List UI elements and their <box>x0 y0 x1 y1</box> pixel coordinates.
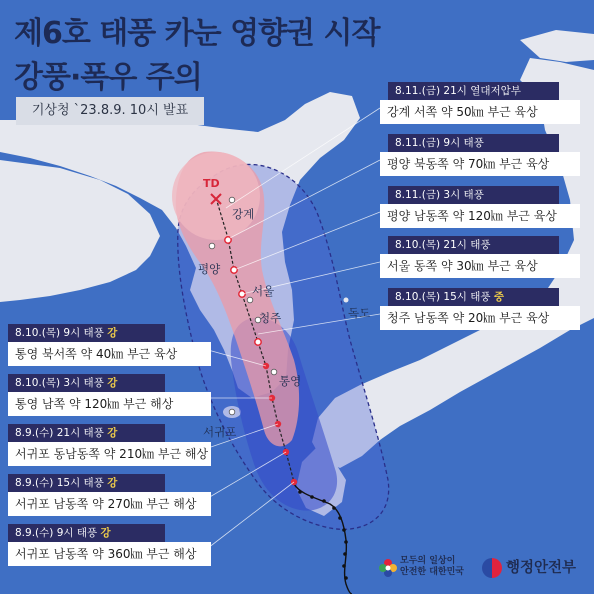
taegeuk-emblem-icon <box>482 558 502 578</box>
card-location: 통영 남쪽 약 120㎞ 부근 해상 <box>8 392 211 416</box>
city-label-ganggye: 강계 <box>232 207 255 221</box>
card-location: 통영 북서쪽 약 40㎞ 부근 육상 <box>8 342 211 366</box>
card-grade: 강 <box>107 327 118 339</box>
card-location: 강계 서쪽 약 50㎞ 부근 육상 <box>380 100 580 124</box>
forecast-card-left-3 <box>8 424 218 466</box>
forecast-card-right-5 <box>380 288 590 330</box>
city-label-seoul: 서울 <box>252 284 275 298</box>
forecast-card-left-4 <box>8 474 218 516</box>
city-label-pyongyang: 평양 <box>198 262 221 276</box>
forecast-card-right-4 <box>380 236 590 278</box>
card-location: 서울 동쪽 약 30㎞ 부근 육상 <box>380 254 580 278</box>
dokdo-island <box>344 298 349 303</box>
card-grade: 강 <box>107 427 118 439</box>
card-time: 8.9.(수) 15시 태풍 <box>15 477 104 489</box>
card-location: 평양 북동쪽 약 70㎞ 부근 육상 <box>380 152 580 176</box>
td-circle <box>172 152 260 240</box>
td-label: TD <box>203 177 220 190</box>
headline-line2: 강풍·폭우 주의 <box>14 60 202 95</box>
card-location: 서귀포 남동쪽 약 270㎞ 부근 해상 <box>8 492 211 516</box>
ministry-name: 행정안전부 <box>506 560 577 576</box>
flower-icon <box>378 558 398 578</box>
forecast-card-right-1 <box>380 82 590 124</box>
card-location: 평양 남동쪽 약 120㎞ 부근 육상 <box>380 204 580 228</box>
card-grade: 중 <box>493 291 505 303</box>
city-label-dokdo: 독도 <box>348 306 371 320</box>
forecast-card-left-5 <box>8 524 218 566</box>
issued-notice: 기상청 `23.8.9. 10시 발표 <box>16 97 204 125</box>
forecast-card-left-1 <box>8 324 218 366</box>
card-location: 서귀포 남동쪽 약 360㎞ 부근 해상 <box>8 542 211 566</box>
card-time: 8.9.(수) 9시 태풍 <box>15 527 98 539</box>
card-grade: 강 <box>107 377 118 389</box>
card-time: 8.11.(금) 21시 열대저압부 <box>395 85 521 97</box>
forecast-card-right-2 <box>380 134 590 176</box>
card-time: 8.10.(목) 21시 태풍 <box>395 239 491 251</box>
card-time: 8.10.(목) 9시 태풍 <box>15 327 104 339</box>
card-grade: 강 <box>107 477 118 489</box>
ministry-logo <box>482 556 576 578</box>
slogan-line1: 모두의 일상이 <box>400 556 456 566</box>
city-label-cheongju: 청주 <box>259 311 282 325</box>
card-time: 8.11.(금) 3시 태풍 <box>395 189 484 201</box>
card-grade: 강 <box>100 527 111 539</box>
card-time: 8.9.(수) 21시 태풍 <box>15 427 104 439</box>
card-location: 청주 남동쪽 약 20㎞ 부근 육상 <box>380 306 580 330</box>
city-label-seogwipo: 서귀포 <box>203 425 237 439</box>
slogan-line2: 안전한 대한민국 <box>400 567 464 577</box>
forecast-card-left-2 <box>8 374 218 416</box>
headline-line1: 제6호 태풍 카눈 영향권 시작 <box>14 16 380 51</box>
forecast-card-right-3 <box>380 186 590 228</box>
city-label-tongyeong: 통영 <box>279 374 302 388</box>
card-time: 8.11.(금) 9시 태풍 <box>395 137 484 149</box>
card-location: 서귀포 동남동쪽 약 210㎞ 부근 해상 <box>8 442 211 466</box>
card-time: 8.10.(목) 3시 태풍 <box>15 377 104 389</box>
card-time: 8.10.(목) 15시 태풍 <box>395 291 491 303</box>
